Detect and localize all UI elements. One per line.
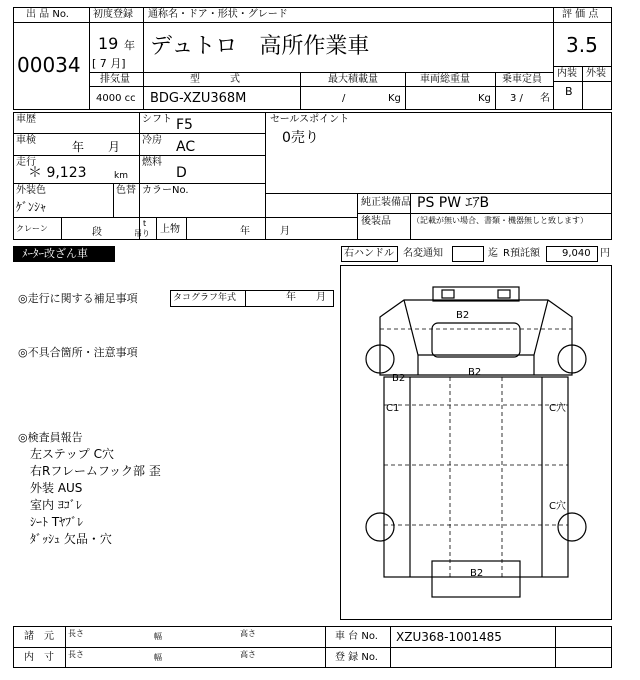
shift-value: F5 [176,117,193,133]
max-load-label: 最大積載量 [328,74,378,85]
color-value: ｹﾞﾝｼｬ [16,200,47,214]
upper-value: 年 月 [240,226,290,237]
mileage-label: 走行 [16,157,36,168]
capacity-unit: 名 [540,93,550,104]
interior-grade-value: B [565,85,573,98]
list-item: ﾀﾞｯｼｭ 欠品・穴 [30,532,112,546]
crane-hang: 吊り [134,229,150,238]
shift-label: シフト [142,114,172,125]
width-label-2: 幅 [154,653,162,662]
list-item: 外装 AUS [30,481,83,495]
inspection-label: 車検 [16,135,36,146]
width-label: 幅 [154,632,162,641]
year-unit: 年 [124,39,135,52]
damage-mark: C1 [386,403,400,414]
list-item: ｼｰﾄ Tﾔﾌﾞﾚ [30,515,84,529]
registration-label: 登 録 No. [335,652,378,663]
score-label: 評 価 点 [562,9,599,20]
height-label: 高さ [240,629,256,638]
color-no-label: カラーNo. [142,185,189,196]
crane-label: クレーン [16,224,48,233]
list-item: 左ステップ C穴 [30,447,114,461]
name-change-box [452,246,484,262]
upper-label: 上物 [160,224,180,235]
score-value: 3.5 [566,33,598,57]
tachograph-label: タコグラフ年式 [173,293,237,303]
odometer-tampered-text: ﾒｰﾀｰ改ざん車 [22,247,88,260]
displacement-label: 排気量 [100,74,130,85]
lot-number: 00034 [17,53,81,77]
driving-remarks-title: ◎走行に関する補足事項 [18,292,138,305]
interior-dims-label: 内 寸 [24,652,54,663]
mileage-unit: km [114,171,128,181]
lot-label: 出 品 No. [26,9,69,20]
list-item: 室内 ﾖｺﾞﾚ [30,498,82,512]
list-item: 右Rフレームフック部 歪 [30,464,161,478]
capacity-value: 3 / [510,93,523,104]
color-change-label: 色替 [116,185,136,196]
name-label: 通称名・ドア・形状・グレード [148,9,288,20]
ac-value: AC [176,139,196,155]
exterior-grade-label: 外装 [586,68,606,79]
capacity-label: 乗車定員 [502,74,542,85]
model-value: BDG-XZU368M [150,91,247,106]
dims-label: 諸 元 [24,631,54,642]
aftermarket-note: （記載が無い場合、書類・機器無しと致します） [412,216,588,225]
height-label-2: 高さ [240,650,256,659]
damage-mark: B2 [456,310,470,321]
vehicle-name: デュトロ 高所作業車 [150,34,370,59]
ac-label: 冷房 [142,135,162,146]
length-label: 長さ [68,629,84,638]
truck-diagram [340,265,612,620]
max-load-value: / [342,93,346,104]
chassis-value: XZU368-1001485 [396,630,502,644]
chassis-label: 車 台 No. [335,631,378,642]
year-value: 19 [98,34,119,53]
kg-unit-1: Kg [388,93,401,104]
inspector-report-list [30,446,161,548]
crane-stage: 段 [92,227,102,238]
damage-mark: C穴 [549,501,566,512]
recycle-label: R預託額 [503,248,540,259]
inspector-title: ◎検査員報告 [18,431,83,444]
rhd-label: 右ハンドル [344,248,394,259]
sales-point-value: 0売り [282,130,319,146]
recycle-value: 9,040 [562,248,591,259]
name-change-label: 名変通知 [403,248,443,259]
fuel-value: D [176,165,187,181]
model-label: 型 式 [190,74,240,85]
damage-mark: B2 [470,568,484,579]
length-label-2: 長さ [68,650,84,659]
deposit-label: 迄 [488,248,498,259]
month-value: [ 7 月] [92,57,126,70]
gross-weight-label: 車両総重量 [420,74,470,85]
aftermarket-label: 後装品 [361,216,391,227]
interior-grade-label: 内装 [557,68,577,79]
history-label: 車歴 [16,114,36,125]
fuel-label: 燃料 [142,157,162,168]
equipment-label: 純正装備品 [361,197,411,208]
equipment-value: PS PW ｴｱB [417,195,490,211]
damage-mark: B2 [392,373,406,384]
kg-unit-2: Kg [478,93,491,104]
first-reg-label: 初度登録 [93,9,133,20]
damage-mark: B2 [468,367,482,378]
inspection-value: 年 月 [72,140,121,154]
sales-point-label: セールスポイント [270,114,350,125]
damage-mark: C穴 [549,403,566,414]
displacement-value: 4000 cc [96,93,136,104]
defects-title: ◎不具合箇所・注意事項 [18,346,138,359]
crane-ton: t [143,219,147,228]
tachograph-value: 年 月 [286,292,326,303]
mileage-value: ＊ 9,123 [28,165,87,181]
yen-unit: 円 [600,248,610,259]
color-label: 外装色 [16,185,46,196]
